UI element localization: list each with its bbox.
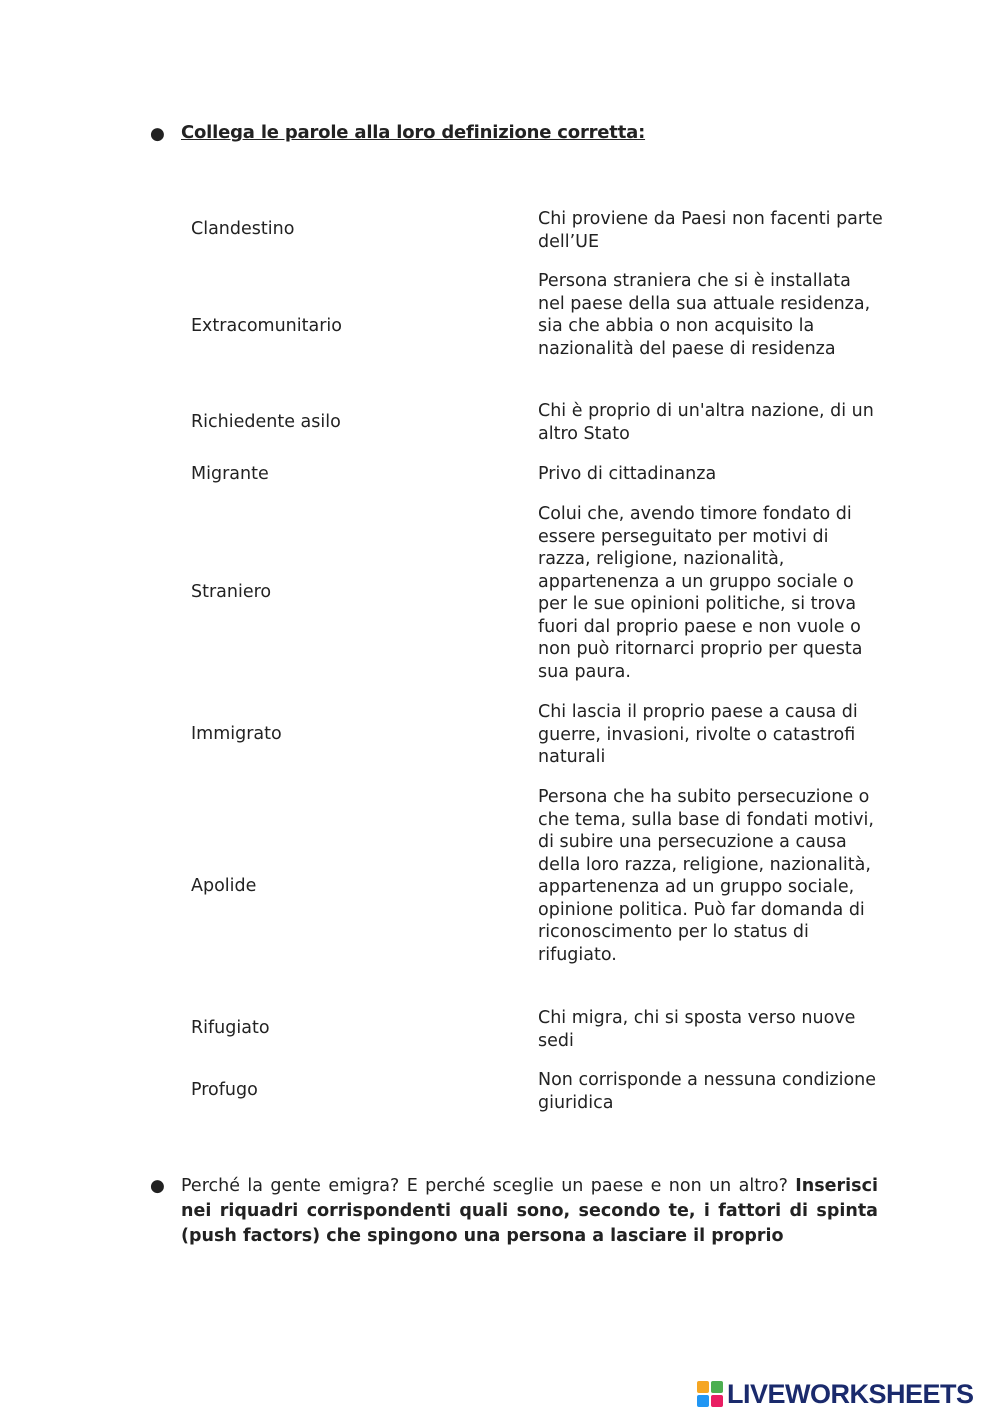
term-profugo: Profugo: [191, 1080, 258, 1100]
logo-square-3: [697, 1395, 709, 1407]
term-extracomunitario: Extracomunitario: [191, 316, 342, 336]
bullet-2: ●: [150, 1176, 165, 1196]
term-clandestino: Clandestino: [191, 219, 295, 239]
definition-1: Chi proviene da Paesi non facenti parte dell’UE: [538, 209, 883, 252]
definition-7: Persona che ha subito persecuzione o che tema, sulla base di fondati motivi, di subire una persecuzione a causa della loro razza, religione, nazionalità, appartenenza ad un gruppo sociale, opinione politica. Può far domanda di riconoscimento per lo status di rifugiato.: [538, 787, 874, 965]
term-rifugiato: Rifugiato: [191, 1018, 270, 1038]
liveworksheets-logo[interactable]: [697, 1378, 974, 1410]
term-migrante: Migrante: [191, 464, 269, 484]
logo-mark-icon: [697, 1381, 723, 1407]
definition-8: Chi migra, chi si sposta verso nuove sedi: [538, 1008, 856, 1051]
logo-square-4: [711, 1395, 723, 1407]
exercise-1-instruction: Collega le parole alla loro definizione corretta:: [181, 122, 646, 143]
exercise-2-instruction: Inserisci nei riquadri corrispondenti quali sono, secondo te, i fattori di spinta (push factors) che spingono una persona a lasciare il proprio: [181, 1176, 878, 1246]
bullet-1: ●: [150, 124, 165, 144]
definition-4: Privo di cittadinanza: [538, 464, 717, 484]
exercise-2-paragraph: [181, 1174, 878, 1249]
exercise-2-intro: Perché la gente emigra? E perché sceglie un paese e non un altro?: [181, 1176, 788, 1196]
definition-2: Persona straniera che si è installata nel paese della sua attuale residenza, sia che abbia o non acquisito la nazionalità del paese di residenza: [538, 271, 871, 359]
logo-square-1: [697, 1381, 709, 1393]
definition-6: Chi lascia il proprio paese a causa di guerre, invasioni, rivolte o catastrofi naturali: [538, 702, 858, 767]
term-immigrato: Immigrato: [191, 724, 282, 744]
definition-5: Colui che, avendo timore fondato di essere perseguitato per motivi di razza, religione, nazionalità, appartenenza a un gruppo sociale o per le sue opinioni politiche, si trova fuori dal proprio paese e non vuole o non può ritornarci proprio per questa sua paura.: [538, 504, 863, 682]
term-straniero: Straniero: [191, 582, 272, 602]
definition-3: Chi è proprio di un'altra nazione, di un altro Stato: [538, 401, 874, 444]
term-richiedente-asilo: Richiedente asilo: [191, 412, 341, 432]
term-apolide: Apolide: [191, 876, 257, 896]
logo-square-2: [711, 1381, 723, 1393]
definition-9: Non corrisponde a nessuna condizione giuridica: [538, 1070, 877, 1113]
logo-text: LIVEWORKSHEETS: [727, 1378, 974, 1409]
